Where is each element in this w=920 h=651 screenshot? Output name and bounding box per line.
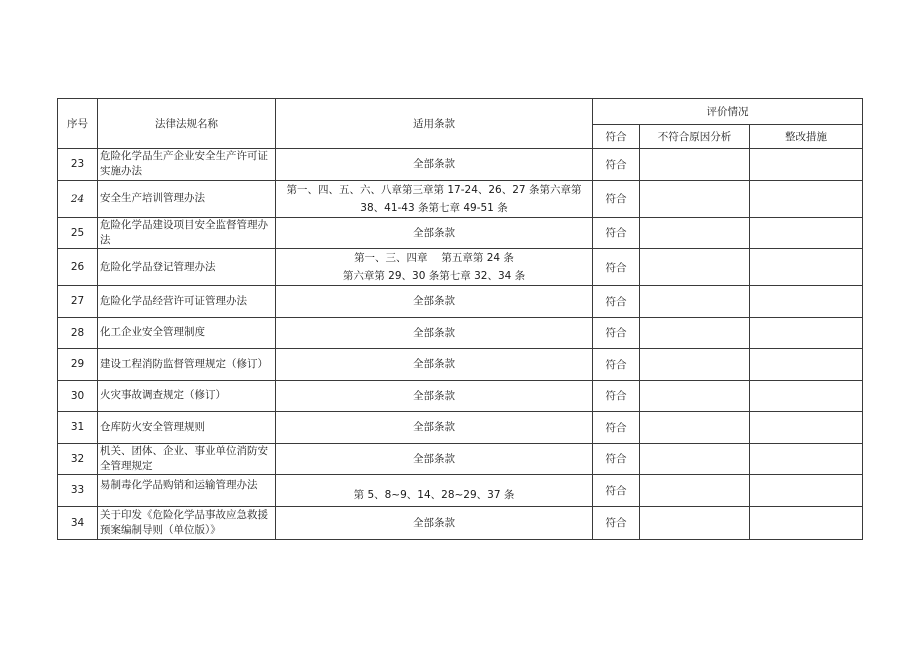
row-law-name: 危险化学品经营许可证管理办法 — [98, 286, 276, 318]
row-corrective — [750, 443, 863, 475]
row-nonconform-reason — [640, 349, 750, 381]
table-row — [58, 286, 863, 318]
row-clauses — [276, 286, 593, 318]
row-clauses — [276, 249, 593, 286]
row-conform: 符合 — [593, 380, 640, 412]
row-corrective — [750, 286, 863, 318]
row-seq: 32 — [58, 443, 98, 475]
row-seq: 25 — [58, 217, 98, 249]
table-row — [58, 412, 863, 444]
row-corrective — [750, 317, 863, 349]
row-seq: 34 — [58, 506, 98, 539]
header-seq: 序号 — [58, 99, 98, 149]
row-corrective — [750, 349, 863, 381]
row-conform: 符合 — [593, 506, 640, 539]
row-seq: 29 — [58, 349, 98, 381]
row-seq: 26 — [58, 249, 98, 286]
row-nonconform-reason — [640, 443, 750, 475]
row-corrective — [750, 412, 863, 444]
row-nonconform-reason — [640, 149, 750, 181]
regulation-evaluation-table — [57, 98, 863, 540]
row-conform: 符合 — [593, 349, 640, 381]
row-nonconform-reason — [640, 506, 750, 539]
table-row — [58, 149, 863, 181]
row-law-name: 危险化学品建设项目安全监督管理办法 — [98, 217, 276, 249]
row-clauses — [276, 149, 593, 181]
row-seq: 28 — [58, 317, 98, 349]
row-law-name: 化工企业安全管理制度 — [98, 317, 276, 349]
row-law-name: 安全生产培训管理办法 — [98, 180, 276, 217]
header-law-name: 法律法规名称 — [98, 99, 276, 149]
row-corrective — [750, 475, 863, 507]
row-nonconform-reason — [640, 475, 750, 507]
clause-line: 全部条款 — [413, 226, 455, 239]
table-row — [58, 249, 863, 286]
clause-line: 全部条款 — [413, 452, 455, 465]
row-seq: 33 — [58, 475, 98, 507]
clause-line: 全部条款 — [413, 358, 455, 371]
row-clauses — [276, 475, 593, 507]
row-conform: 符合 — [593, 249, 640, 286]
clause-line: 第一、四、五、六、八章第三章第 17-24、26、27 条第六章第 — [286, 183, 582, 196]
row-law-name: 易制毒化学品购销和运输管理办法 — [98, 475, 276, 507]
header-row-1 — [58, 99, 863, 125]
row-clauses — [276, 217, 593, 249]
row-corrective — [750, 217, 863, 249]
row-conform: 符合 — [593, 475, 640, 507]
clause-line: 第六章第 29、30 条第七章 32、34 条 — [342, 270, 526, 282]
row-nonconform-reason — [640, 412, 750, 444]
clause-line: 第 5、8~9、14、28~29、37 条 — [353, 488, 515, 501]
row-clauses — [276, 180, 593, 217]
table-row — [58, 317, 863, 349]
table-row — [58, 380, 863, 412]
row-nonconform-reason — [640, 286, 750, 318]
row-nonconform-reason — [640, 380, 750, 412]
row-clauses — [276, 443, 593, 475]
table-row — [58, 475, 863, 507]
row-seq: 23 — [58, 149, 98, 181]
header-conform: 符合 — [593, 125, 640, 149]
row-conform: 符合 — [593, 443, 640, 475]
table-row — [58, 217, 863, 249]
row-conform: 符合 — [593, 286, 640, 318]
row-nonconform-reason — [640, 180, 750, 217]
table-row — [58, 443, 863, 475]
table-row — [58, 180, 863, 217]
row-law-name: 危险化学品生产企业安全生产许可证实施办法 — [98, 149, 276, 181]
row-law-name: 建设工程消防监督管理规定（修订） — [98, 349, 276, 381]
row-law-name: 危险化学品登记管理办法 — [98, 249, 276, 286]
clause-line: 第一、三、四章 第五章第 24 条 — [354, 252, 514, 264]
row-nonconform-reason — [640, 317, 750, 349]
header-corrective: 整改措施 — [750, 125, 863, 149]
row-law-name: 关于印发《危险化学品事故应急救援预案编制导则（单位版）》 — [98, 506, 276, 539]
clause-line: 全部条款 — [413, 295, 455, 308]
row-law-name: 火灾事故调查规定（修订） — [98, 380, 276, 412]
row-corrective — [750, 180, 863, 217]
row-seq: 24 — [58, 180, 98, 217]
clause-line: 全部条款 — [413, 158, 455, 171]
row-corrective — [750, 380, 863, 412]
row-clauses — [276, 412, 593, 444]
header-evaluation: 评价情况 — [593, 99, 863, 125]
table-row — [58, 506, 863, 539]
row-corrective — [750, 506, 863, 539]
row-conform: 符合 — [593, 180, 640, 217]
row-law-name: 仓库防火安全管理规则 — [98, 412, 276, 444]
row-seq: 31 — [58, 412, 98, 444]
row-nonconform-reason — [640, 217, 750, 249]
row-clauses — [276, 349, 593, 381]
clause-line: 全部条款 — [413, 389, 455, 402]
row-seq: 27 — [58, 286, 98, 318]
row-corrective — [750, 149, 863, 181]
clause-line: 38、41-43 条第七章 49-51 条 — [360, 201, 508, 214]
row-law-name: 机关、团体、企业、事业单位消防安全管理规定 — [98, 443, 276, 475]
clause-line: 全部条款 — [413, 516, 455, 529]
row-conform: 符合 — [593, 412, 640, 444]
row-conform: 符合 — [593, 317, 640, 349]
table-row — [58, 349, 863, 381]
header-clauses: 适用条款 — [276, 99, 593, 149]
header-nonconform-reason: 不符合原因分析 — [640, 125, 750, 149]
row-conform: 符合 — [593, 149, 640, 181]
row-clauses — [276, 506, 593, 539]
row-nonconform-reason — [640, 249, 750, 286]
row-clauses — [276, 380, 593, 412]
clause-line: 全部条款 — [413, 421, 455, 434]
row-clauses — [276, 317, 593, 349]
clause-line: 全部条款 — [413, 326, 455, 339]
row-seq: 30 — [58, 380, 98, 412]
row-conform: 符合 — [593, 217, 640, 249]
row-corrective — [750, 249, 863, 286]
